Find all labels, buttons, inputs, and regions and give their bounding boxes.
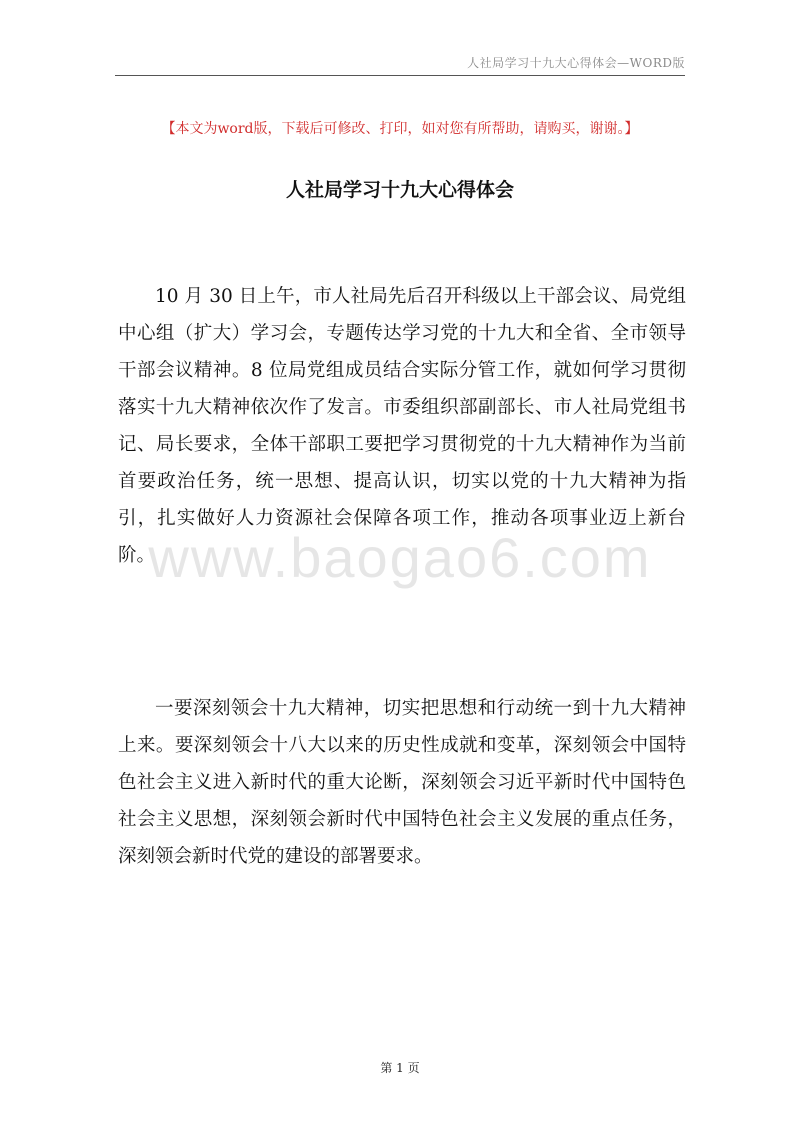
document-title: 人社局学习十九大心得体会 [285, 179, 514, 201]
header-divider [115, 75, 685, 76]
page-number: 第 1 页 [380, 1061, 420, 1075]
body-paragraph: 10 月 30 日上午，市人社局先后召开科级以上干部会议、局党组中心组（扩大）学习会，专题传达学习党的十九大和全省、全市领导干部会议精神。8 位局党组成员结合实际分管工作，就如何学习贯彻落实十九大精神依次作了发言。市委组织部副部长、市人社局党组书记、局长要求，全体干部职工要把学习贯彻党的十九大精神作为当前首要政治任务，统一思想、提高认识，切实以党的十九大精神为指引，扎实做好人力资源社会保障各项工作，推动各项事业迈上新台阶。 [118, 286, 686, 566]
running-header: 人社局学习十九大心得体会—WORD版 [467, 56, 685, 70]
watermark-text: www.baogao6.com [148, 526, 652, 589]
body-paragraph: 一要深刻领会十九大精神，切实把思想和行动统一到十九大精神上来。要深刻领会十八大以来的历史性成就和变革，深刻领会中国特色社会主义进入新时代的重大论断，深刻领会习近平新时代中国特色社会主义思想，深刻领会新时代中国特色社会主义发展的重点任务，深刻领会新时代党的建设的部署要求。 [118, 698, 686, 867]
purchase-notice: 【本文为word版，下载后可修改、打印，如对您有所帮助，请购买，谢谢。】 [161, 121, 639, 137]
